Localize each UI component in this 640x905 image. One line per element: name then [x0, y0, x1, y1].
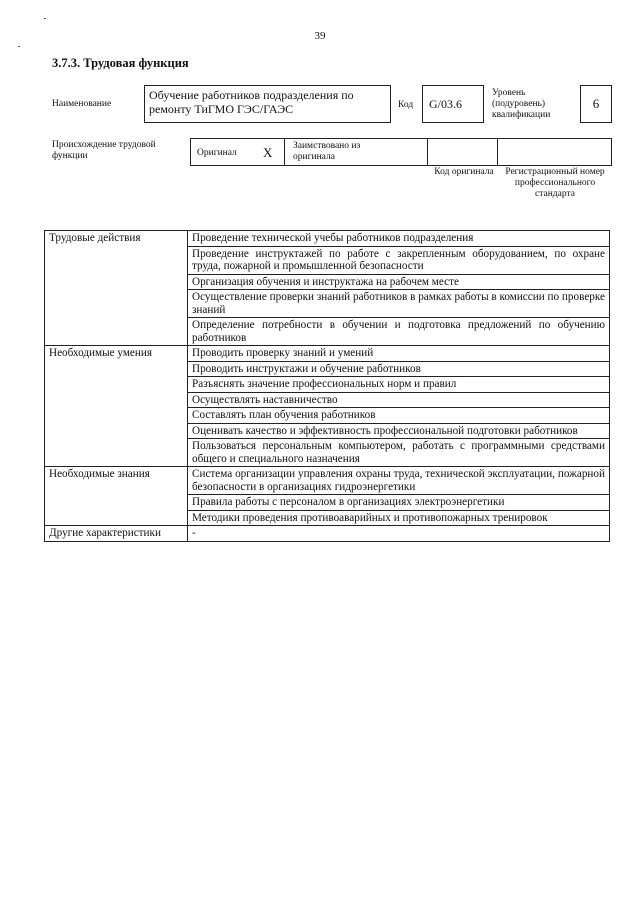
origin-code-cell [427, 138, 498, 166]
name-value: Обучение работников подразделения по ремонту ТиГМО ГЭС/ГАЭС [144, 85, 391, 123]
origin-reg-cell [497, 138, 612, 166]
function-table [44, 230, 610, 542]
category-cell: Необходимые умения [45, 346, 188, 467]
origin-borrowed-cell [284, 138, 428, 166]
name-label: Наименование [52, 99, 112, 109]
page-number: 39 [314, 30, 326, 42]
table-row [45, 526, 610, 542]
code-value: G/03.6 [422, 85, 484, 123]
code-label: Код [398, 100, 414, 110]
origin-original-cell [190, 138, 285, 166]
item-cell: - [188, 526, 610, 542]
item-cell: Осуществление проверки знаний работников в рамках работы в комиссии по проверке знаний [188, 290, 610, 318]
item-cell: Разъяснять значение профессиональных норм и правил [188, 377, 610, 393]
borrowed-label: Заимствовано из оригинала [293, 141, 361, 162]
table-row [45, 346, 610, 362]
item-cell: Пользоваться персональным компьютером, работать с программными средствами общего и специального назначения [188, 439, 610, 467]
item-cell: Проведение инструктажей по работе с закрепленным оборудованием, по охране труда, пожарной и промышленной безопасности [188, 246, 610, 274]
original-mark: X [263, 145, 273, 160]
item-cell: Система организации управления охраны труда, технической эксплуатации, пожарной безопасности в организациях гидроэнергетики [188, 467, 610, 495]
origin-label: Происхождение трудовой функции [52, 140, 156, 161]
level-value: 6 [580, 85, 612, 123]
table-row [45, 467, 610, 495]
category-cell: Другие характеристики [45, 526, 188, 542]
item-cell: Проводить проверку знаний и умений [188, 346, 610, 362]
item-cell: Определение потребности в обучении и подготовка предложений по обучению работников [188, 318, 610, 346]
item-cell: Осуществлять наставничество [188, 392, 610, 408]
code-caption: Код оригинала [434, 167, 494, 177]
table-row [45, 231, 610, 247]
item-cell: Методики проведения противоаварийных и противопожарных тренировок [188, 510, 610, 526]
left-mark [18, 46, 20, 47]
item-cell: Проведение технической учебы работников подразделения [188, 231, 610, 247]
item-cell: Организация обучения и инструктажа на рабочем месте [188, 274, 610, 290]
level-label: Уровень (подуровень) квалификации [492, 88, 551, 120]
category-cell: Трудовые действия [45, 231, 188, 346]
item-cell: Составлять план обучения работников [188, 408, 610, 424]
original-label: Оригинал [197, 148, 237, 158]
item-cell: Проводить инструктажи и обучение работников [188, 361, 610, 377]
top-mark [44, 18, 46, 19]
section-title: 3.7.3. Трудовая функция [52, 56, 189, 70]
category-cell: Необходимые знания [45, 467, 188, 526]
item-cell: Оценивать качество и эффективность профессиональной подготовки работников [188, 423, 610, 439]
reg-caption: Регистрационный номер профессионального стандарта [505, 167, 605, 199]
item-cell: Правила работы с персоналом в организациях электроэнергетики [188, 495, 610, 511]
